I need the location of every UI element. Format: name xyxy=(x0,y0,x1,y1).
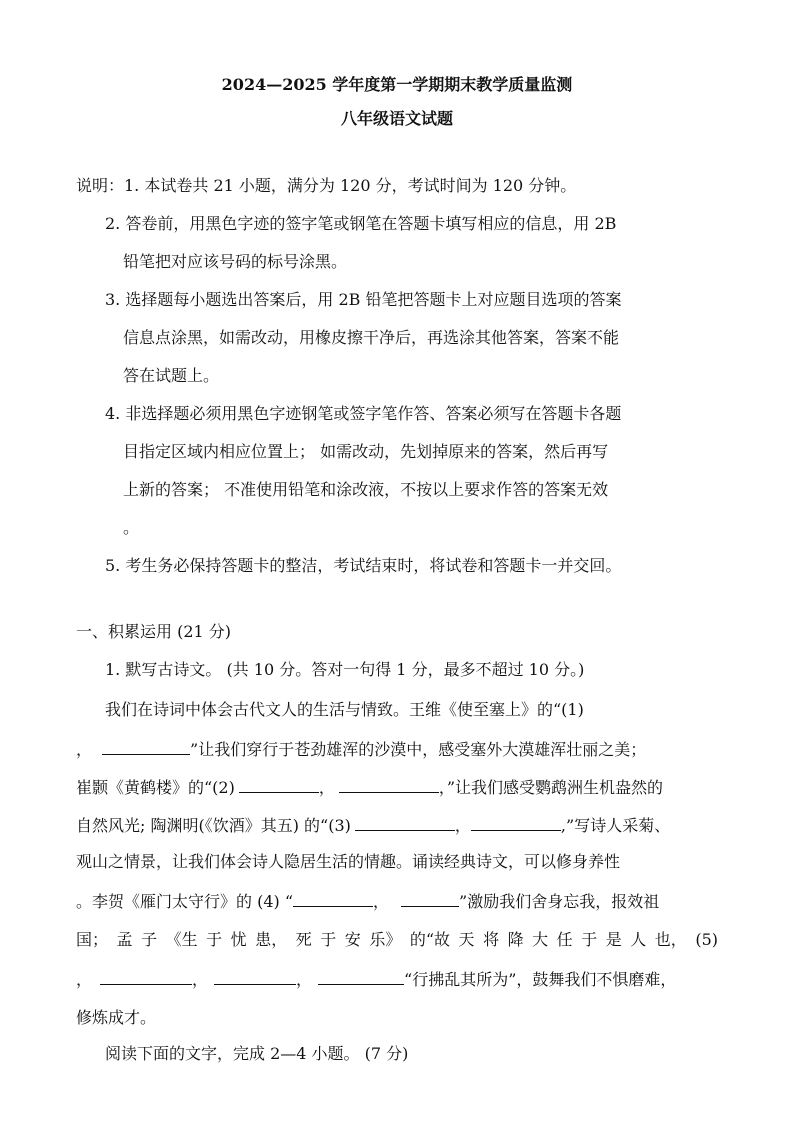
exam-title: 2024—2025 学年度第一学期期末教学质量监测 xyxy=(221,75,573,94)
passage-line-3 xyxy=(76,776,663,798)
answer-blank-3b[interactable] xyxy=(471,814,561,831)
answer-blank-2a[interactable] xyxy=(239,776,319,793)
answer-blank-5a[interactable] xyxy=(100,968,192,985)
passage-line-5: 观山之情景，让我们体会诗人隐居生活的情趣。诵读经典诗文，可以修身养性 xyxy=(76,852,621,871)
passage-char: 患， xyxy=(255,930,288,949)
punct: ， xyxy=(76,970,93,989)
passage-text: ，”让我们感受鹦鹉洲生机盎然的 xyxy=(438,778,664,797)
answer-blank-5b[interactable] xyxy=(214,968,296,985)
answer-blank-1[interactable] xyxy=(102,738,190,755)
reading-prompt: 阅读下面的文字，完成 2—4 小题。 (7 分) xyxy=(105,1044,409,1063)
passage-text: “行拂乱其所为”，鼓舞我们不惧磨难， xyxy=(404,970,677,989)
passage-char: 于 xyxy=(206,930,223,949)
passage-text: 自然风光; 陶渊明(《饮酒》其五) 的“(3) xyxy=(76,816,351,835)
question-1: 1. 默写古诗文。 (共 10 分。答对一句得 1 分，最多不超过 10 分。) xyxy=(105,660,585,679)
punct: ， xyxy=(76,740,93,759)
passage-line-8 xyxy=(76,968,676,990)
passage-line-6 xyxy=(76,890,659,912)
punct: ， xyxy=(192,970,209,989)
section-heading: 一、积累运用 (21 分) xyxy=(76,622,232,641)
passage-text: ,”写诗人采菊、 xyxy=(560,816,671,835)
passage-char: 《生 xyxy=(165,930,198,949)
passage-text: 。李贺《雁门太守行》的 (4) “ xyxy=(76,892,294,911)
instruction-3-line1: 3. 选择题每小题选出答案后，用 2B 铅笔把答题卡上对应题目选项的答案 xyxy=(105,290,622,309)
instruction-4-line4: 。 xyxy=(123,518,140,537)
passage-char: 大 xyxy=(532,930,549,949)
passage-char: 安 xyxy=(344,930,361,949)
passage-char: 天 xyxy=(458,930,475,949)
passage-text: 崔颢《黄鹤楼》的“(2) xyxy=(76,778,235,797)
passage-char: 子 xyxy=(141,930,158,949)
passage-char: 是 xyxy=(605,930,622,949)
passage-line-4 xyxy=(76,814,670,836)
passage-char: 的“故 xyxy=(409,930,451,949)
passage-char: 乐》 xyxy=(369,930,402,949)
passage-char: 于 xyxy=(581,930,598,949)
passage-char: (5) xyxy=(695,930,718,949)
instruction-2-line2: 铅笔把对应该号码的标号涂黑。 xyxy=(123,252,348,271)
instruction-4-line3: 上新的答案； 不准使用铅笔和涂改液，不按以上要求作答的答案无效 xyxy=(123,480,609,499)
passage-char: 于 xyxy=(320,930,337,949)
passage-char: 孟 xyxy=(116,930,133,949)
passage-char: 忧 xyxy=(230,930,247,949)
instruction-5: 5. 考生务必保持答题卡的整洁，考试结束时，将试卷和答题卡一并交回。 xyxy=(105,556,622,575)
instruction-3-line3: 答在试题上。 xyxy=(123,366,220,385)
passage-text: ”激励我们舍身忘我，报效祖 xyxy=(459,892,660,911)
passage-line-2 xyxy=(76,738,646,760)
answer-blank-3a[interactable] xyxy=(355,814,455,831)
passage-char: 国； xyxy=(76,930,109,949)
passage-text: ”让我们穿行于苍劲雄浑的沙漠中，感受塞外大漠雄浑壮丽之美； xyxy=(190,740,647,759)
answer-blank-4b[interactable] xyxy=(401,890,459,907)
punct: ， xyxy=(373,892,390,911)
passage-line-9: 修炼成才。 xyxy=(76,1008,157,1027)
instruction-3-line2: 信息点涂黑，如需改动，用橡皮擦干净后，再选涂其他答案，答案不能 xyxy=(123,328,620,347)
punct: ， xyxy=(318,778,335,797)
punct: ， xyxy=(296,970,313,989)
instruction-head: 说明：1. 本试卷共 21 小题，满分为 120 分，考试时间为 120 分钟。 xyxy=(76,176,577,195)
passage-char: 死 xyxy=(295,930,312,949)
instruction-4-line1: 4. 非选择题必须用黑色字迹钢笔或签字笔作答、答案必须写在答题卡各题 xyxy=(105,404,622,423)
passage-char: 人 xyxy=(630,930,647,949)
answer-blank-4a[interactable] xyxy=(293,890,373,907)
punct: ， xyxy=(454,816,471,835)
answer-blank-5c[interactable] xyxy=(318,968,404,985)
subject-title: 八年级语文试题 xyxy=(340,109,453,128)
passage-char: 任 xyxy=(556,930,573,949)
passage-line-7 xyxy=(76,930,718,950)
passage-char: 将 xyxy=(483,930,500,949)
instruction-4-line2: 目指定区域内相应位置上； 如需改动，先划掉原来的答案，然后再写 xyxy=(123,442,609,461)
answer-blank-2b[interactable] xyxy=(339,776,439,793)
passage-char: 降 xyxy=(507,930,524,949)
passage-char: 也， xyxy=(654,930,687,949)
instruction-2-line1: 2. 答卷前，用黑色字迹的签字笔或钢笔在答题卡填写相应的信息，用 2B xyxy=(105,214,617,233)
passage-line-1: 我们在诗词中体会古代文人的生活与情致。王维《使至塞上》的“(1) xyxy=(105,700,584,719)
